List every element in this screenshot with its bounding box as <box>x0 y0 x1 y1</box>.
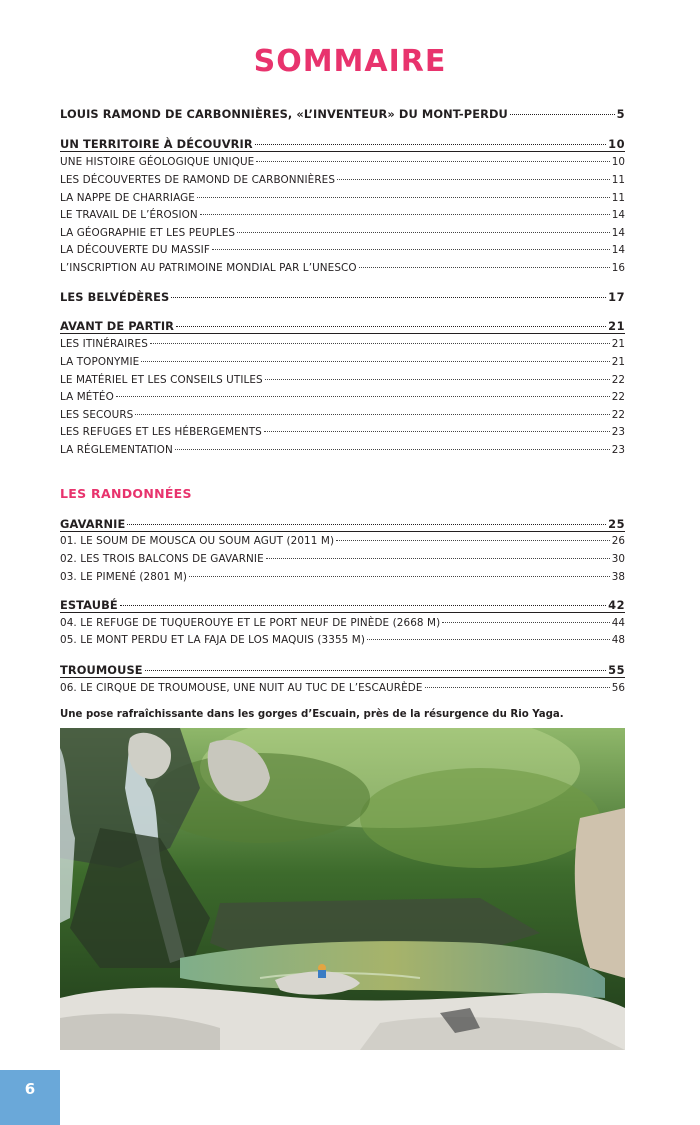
dot-leader <box>265 379 610 380</box>
toc-entry-page: 44 <box>611 617 625 629</box>
toc-entry[interactable] <box>60 225 625 241</box>
toc-entry[interactable] <box>60 336 625 352</box>
dot-leader <box>189 576 610 577</box>
toc-entry[interactable] <box>60 615 625 631</box>
toc-entry-page: 11 <box>611 174 625 186</box>
dot-leader <box>336 540 610 541</box>
chapter-divider <box>60 333 625 334</box>
dot-leader <box>200 214 610 215</box>
toc-chapter-label: ESTAUBÉ <box>60 598 118 612</box>
dot-leader <box>510 114 615 115</box>
toc-entry-page: 21 <box>611 356 625 368</box>
toc-entry-page: 26 <box>611 535 625 547</box>
toc-entry-label: 05. LE MONT PERDU ET LA FAJA DE LOS MAQUIS (3355 M) <box>60 634 366 646</box>
page-number: 6 <box>0 1070 60 1125</box>
toc-entry-page: 30 <box>611 553 625 565</box>
toc-entry[interactable] <box>60 551 625 567</box>
toc-entry-label: LA GÉOGRAPHIE ET LES PEUPLES <box>60 227 236 239</box>
toc-entry[interactable] <box>60 154 625 170</box>
toc-entry-label: LA DÉCOUVERTE DU MASSIF <box>60 244 210 256</box>
dot-leader <box>141 361 609 362</box>
toc-entry-label: LOUIS RAMOND DE CARBONNIÈRES, «L’INVENTEUR» DU MONT-PERDU <box>60 107 508 121</box>
toc-entry-label: 02. LES TROIS BALCONS DE GAVARNIE <box>60 553 264 565</box>
dot-leader <box>425 687 610 688</box>
toc-entry-page: 22 <box>611 374 625 386</box>
toc-entry-page: 14 <box>611 244 625 256</box>
toc-chapter-label: LES BELVÉDÈRES <box>60 290 170 304</box>
toc-entry-label: LA RÉGLEMENTATION <box>60 444 173 456</box>
toc-entry[interactable] <box>60 354 625 370</box>
toc-entry[interactable] <box>60 372 625 388</box>
chapter-divider <box>60 531 625 532</box>
toc-entry-label: LES SECOURS <box>60 409 134 421</box>
toc-chapter-label: GAVARNIE <box>60 517 126 531</box>
dot-leader <box>266 558 610 559</box>
toc-entry-label: LES ITINÉRAIRES <box>60 338 148 350</box>
toc-entry-page: 22 <box>611 391 625 403</box>
toc-entry[interactable] <box>60 632 625 648</box>
toc-entry-label: LES REFUGES ET LES HÉBERGEMENTS <box>60 426 262 438</box>
toc-entry[interactable] <box>60 190 625 206</box>
toc-chapter-territoire[interactable] <box>60 136 625 152</box>
toc-entry[interactable] <box>60 207 625 223</box>
dot-leader <box>256 161 609 162</box>
toc-entry-intro[interactable] <box>60 106 625 122</box>
toc-chapter-avant-de-partir[interactable] <box>60 318 625 334</box>
toc-chapter-page: 42 <box>608 598 625 612</box>
toc-entry-label: 04. LE REFUGE DE TUQUEROUYE ET LE PORT NEUF DE PINÈDE (2668 M) <box>60 617 441 629</box>
toc-entry-page: 22 <box>611 409 625 421</box>
chapter-divider <box>60 612 625 613</box>
dot-leader <box>150 343 610 344</box>
toc-entry-page: 14 <box>611 209 625 221</box>
dot-leader <box>337 179 610 180</box>
dot-leader <box>264 431 610 432</box>
toc-entry-label: LA NAPPE DE CHARRIAGE <box>60 192 195 204</box>
toc-entry-page: 10 <box>611 156 625 168</box>
toc-entry-label: LA TOPONYMIE <box>60 356 140 368</box>
toc-entry[interactable] <box>60 407 625 423</box>
toc-entry-page: 14 <box>611 227 625 239</box>
toc-entry[interactable] <box>60 569 625 585</box>
toc-chapter-troumouse[interactable] <box>60 662 625 678</box>
dot-leader <box>120 605 606 606</box>
page-title: SOMMAIRE <box>253 44 447 79</box>
toc-chapter-gavarnie[interactable] <box>60 516 625 532</box>
chapter-divider <box>60 677 625 678</box>
toc-entry-label: UNE HISTOIRE GÉOLOGIQUE UNIQUE <box>60 156 255 168</box>
dot-leader <box>116 396 610 397</box>
toc-entry-label: LE TRAVAIL DE L’ÉROSION <box>60 209 198 221</box>
toc-chapter-page: 25 <box>608 517 625 531</box>
toc-entry-page: 48 <box>611 634 625 646</box>
dot-leader <box>237 232 610 233</box>
toc-chapter-label: AVANT DE PARTIR <box>60 319 175 333</box>
toc-entry-page: 11 <box>611 192 625 204</box>
dot-leader <box>175 449 610 450</box>
toc-entry-label: 01. LE SOUM DE MOUSCA OU SOUM AGUT (2011 M) <box>60 535 335 547</box>
chapter-divider <box>60 151 625 152</box>
dot-leader <box>145 670 607 671</box>
dot-leader <box>135 414 609 415</box>
dot-leader <box>176 326 606 327</box>
toc-entry-label: LES DÉCOUVERTES DE RAMOND DE CARBONNIÈRES <box>60 174 336 186</box>
toc-chapter-page: 55 <box>608 663 625 677</box>
dot-leader <box>442 622 610 623</box>
dot-leader <box>171 297 606 298</box>
toc-entry[interactable] <box>60 533 625 549</box>
section-heading-randonnees: LES RANDONNÉES <box>60 486 192 501</box>
toc-chapter-label: TROUMOUSE <box>60 663 143 677</box>
toc-entry-page: 16 <box>611 262 625 274</box>
toc-chapter-page: 21 <box>608 319 625 333</box>
toc-entry-page: 21 <box>611 338 625 350</box>
dot-leader <box>197 197 610 198</box>
toc-entry-label: LE MATÉRIEL ET LES CONSEILS UTILES <box>60 374 263 386</box>
gorge-photo <box>60 728 625 1050</box>
toc-chapter-page: 10 <box>608 137 625 151</box>
toc-entry-page: 5 <box>616 107 625 121</box>
toc-entry[interactable] <box>60 242 625 258</box>
dot-leader <box>359 267 610 268</box>
toc-entry-label: L’INSCRIPTION AU PATRIMOINE MONDIAL PAR L’UNESCO <box>60 262 357 274</box>
toc-entry[interactable] <box>60 442 625 458</box>
toc-chapter-estaube[interactable] <box>60 597 625 613</box>
toc-entry-page: 23 <box>611 426 625 438</box>
toc-entry-label: LA MÉTÉO <box>60 391 114 403</box>
toc-entry-label: 03. LE PIMENÉ (2801 M) <box>60 571 188 583</box>
toc-entry-page: 38 <box>611 571 625 583</box>
dot-leader <box>367 639 610 640</box>
toc-entry[interactable] <box>60 389 625 405</box>
toc-entry[interactable] <box>60 260 625 276</box>
toc-entry[interactable] <box>60 172 625 188</box>
toc-entry-label: 06. LE CIRQUE DE TROUMOUSE, UNE NUIT AU TUC DE L’ESCAURÈDE <box>60 682 423 694</box>
toc-chapter-page: 17 <box>608 290 625 304</box>
toc-entry[interactable] <box>60 680 625 696</box>
toc-chapter-label: UN TERRITOIRE À DÉCOUVRIR <box>60 137 253 151</box>
photo-caption: Une pose rafraîchissante dans les gorges d’Escuain, près de la résurgence du Rio Yaga. <box>60 709 564 720</box>
toc-chapter-belvederes[interactable] <box>60 289 625 305</box>
dot-leader <box>212 249 610 250</box>
dot-leader <box>127 524 606 525</box>
toc-entry-page: 56 <box>611 682 625 694</box>
dot-leader <box>255 144 606 145</box>
toc-entry[interactable] <box>60 424 625 440</box>
toc-entry-page: 23 <box>611 444 625 456</box>
